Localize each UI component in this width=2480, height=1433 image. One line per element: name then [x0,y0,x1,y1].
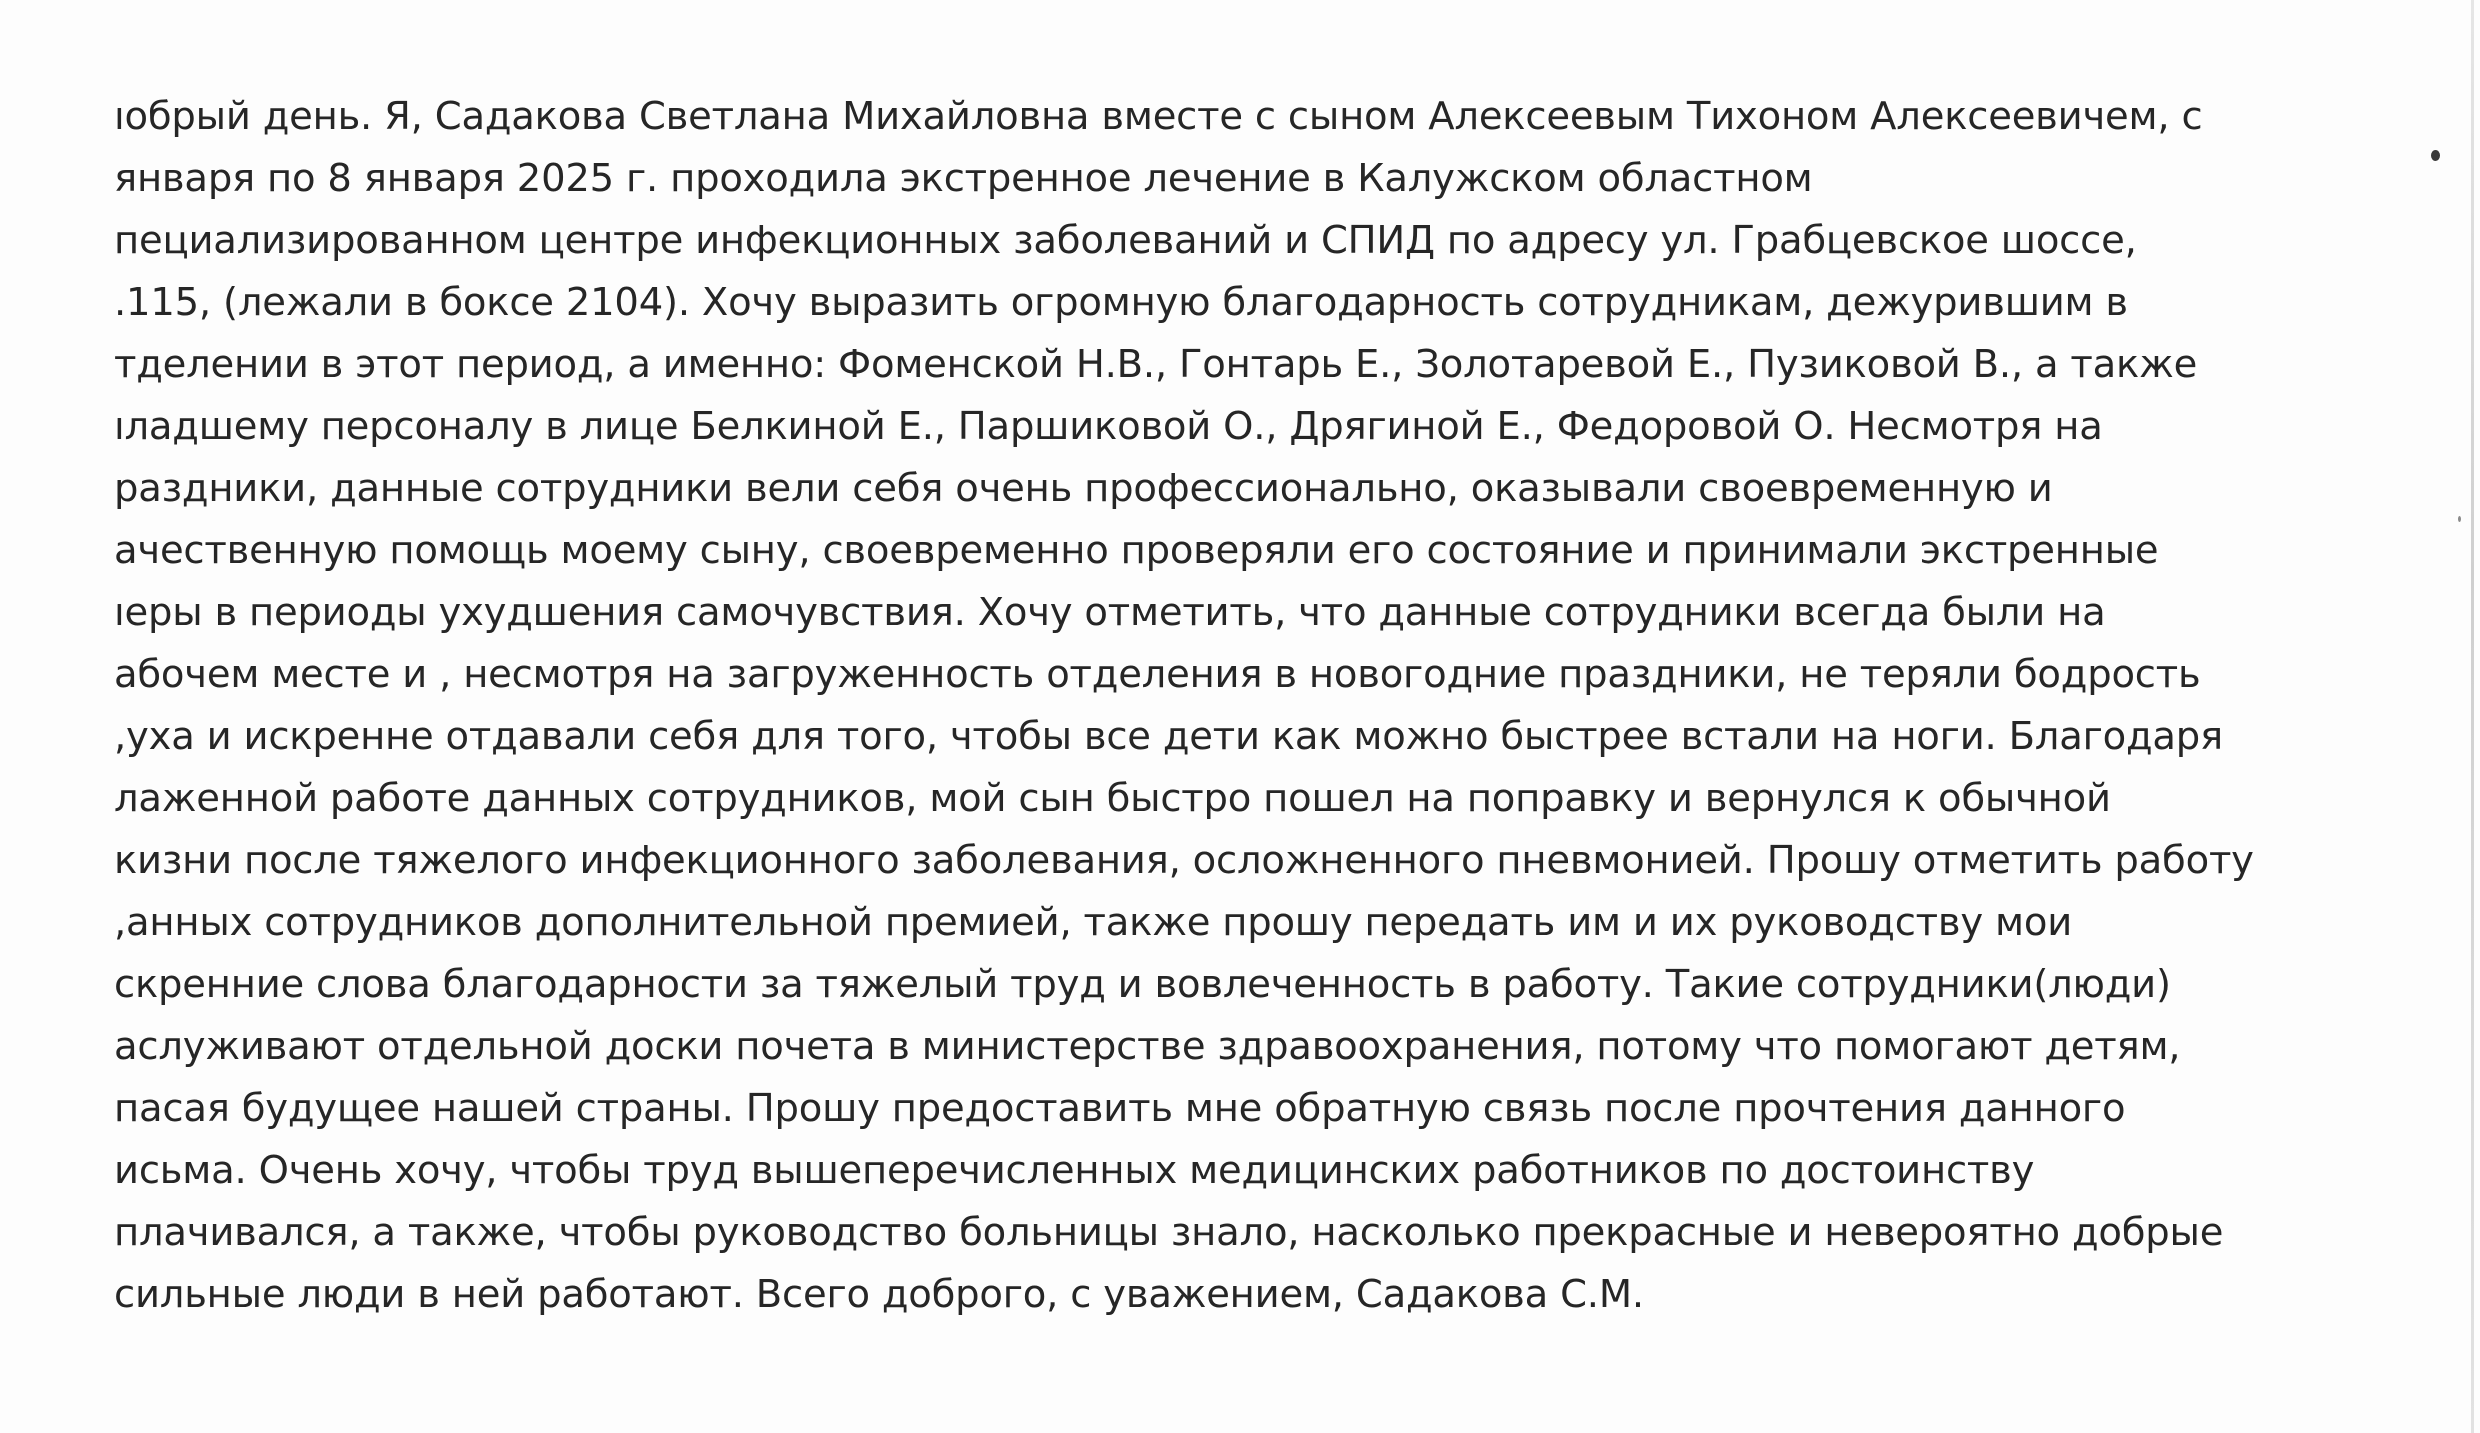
letter-line: раздники, данные сотрудники вели себя очень профессионально, оказывали своевременную и [114,466,2053,511]
letter-line: аслуживают отдельной доски почета в министерстве здравоохранения, потому что помогают детям, [114,1024,2181,1069]
letter-line: января по 8 января 2025 г. проходила экстренное лечение в Калужском областном [114,156,1813,201]
letter-line: пециализированном центре инфекционных заболеваний и СПИД по адресу ул. Грабцевское шоссе, [114,218,2137,263]
letter-body [114,86,2414,1326]
letter-line: ıладшему персоналу в лице Белкиной Е., Паршиковой О., Дрягиной Е., Федоровой О. Несмотря на [114,404,2103,449]
letter-line: .115, (лежали в боксе 2104). Хочу выразить огромную благодарность сотрудникам, дежурившим в [114,280,2128,325]
page-edge-shadow [2471,0,2474,1433]
letter-line: лаженной работе данных сотрудников, мой сын быстро пошел на поправку и вернулся к обычной [114,776,2111,821]
scan-speck [2458,516,2461,522]
letter-line: ıобрый день. Я, Садакова Светлана Михайловна вместе с сыном Алексеевым Тихоном Алексеевичем, с [114,94,2203,139]
letter-line: кизни после тяжелого инфекционного заболевания, осложненного пневмонией. Прошу отметить работу [114,838,2254,883]
scan-speck [2431,150,2440,161]
letter-line: скренние слова благодарности за тяжелый труд и вовлеченность в работу. Такие сотрудники(люди) [114,962,2171,1007]
letter-line: плачивался, а также, чтобы руководство больницы знало, насколько прекрасные и невероятно добрые [114,1210,2224,1255]
letter-line: ,анных сотрудников дополнительной премией, также прошу передать им и их руководству мои [114,900,2073,945]
letter-line: абочем месте и , несмотря на загруженность отделения в новогодние праздники, не теряли бодрость [114,652,2201,697]
letter-line: сильные люди в ней работают. Всего доброго, с уважением, Садакова С.М. [114,1272,1644,1317]
letter-line: ачественную помощь моему сыну, своевременно проверяли его состояние и принимали экстренные [114,528,2159,573]
letter-line: исьма. Очень хочу, чтобы труд вышеперечисленных медицинских работников по достоинству [114,1148,2035,1193]
letter-line: пасая будущее нашей страны. Прошу предоставить мне обратную связь после прочтения данного [114,1086,2126,1131]
letter-line: ,уха и искренне отдавали себя для того, чтобы все дети как можно быстрее встали на ноги. Благодаря [114,714,2223,759]
letter-line: ıеры в периоды ухудшения самочувствия. Хочу отметить, что данные сотрудники всегда были на [114,590,2106,635]
letter-line: тделении в этот период, а именно: Фоменской Н.В., Гонтарь Е., Золотаревой Е., Пузиковой В., а также [114,342,2198,387]
